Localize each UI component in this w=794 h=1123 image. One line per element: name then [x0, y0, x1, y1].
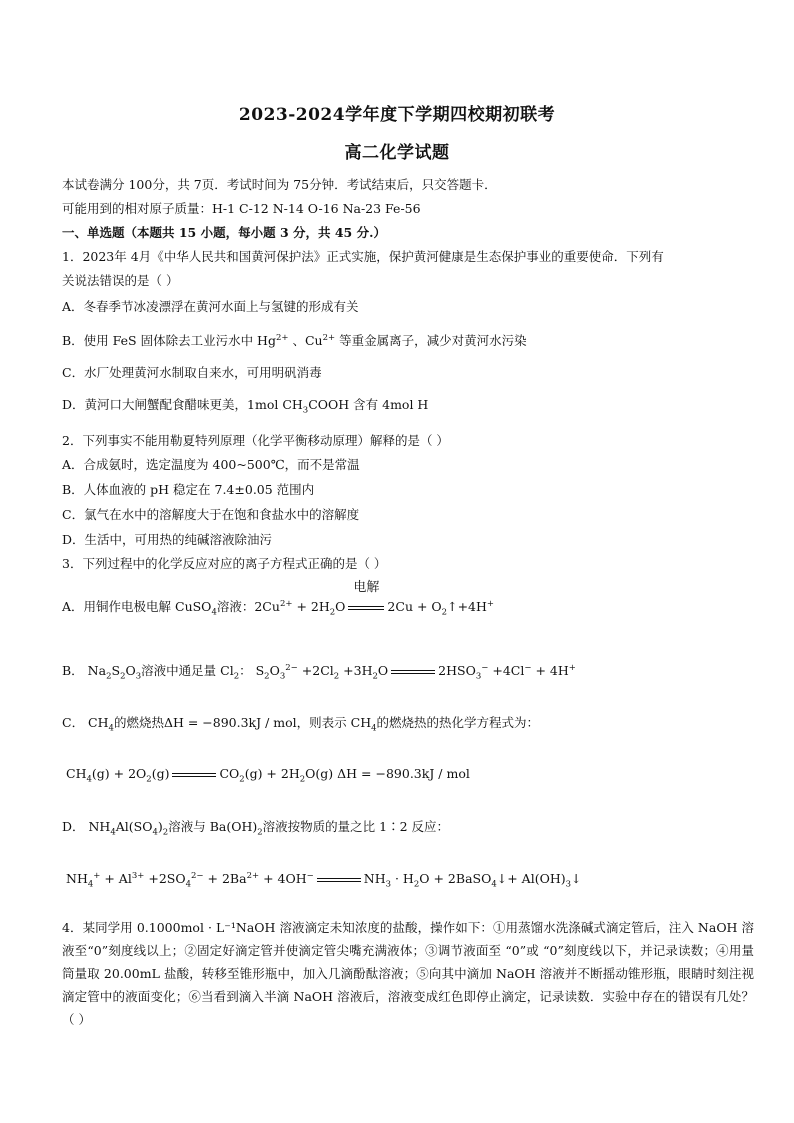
q2-option-a: A．合成氨时，选定温度为 400~500℃，而不是常温	[62, 457, 360, 472]
q3-c-equals	[172, 765, 216, 783]
q1-d-post: COOH 含有 4mol H	[308, 397, 429, 412]
q3-option-d: D． $NH_4Al(SO_4)_2$溶液与 $Ba(OH)_2$溶液按物质的量之比 1∶2 反应：	[62, 819, 450, 838]
q3-c-eq-c: (g)	[151, 766, 170, 781]
q1-stem-line2: 关说法错误的是（ ）	[62, 273, 179, 288]
section-heading: 一、单选题（本题共 15 小题，每小题 3 分，共 45 分.）	[62, 225, 386, 240]
q1-b-post: 等重金属离子，减少对黄河水污染	[335, 333, 527, 348]
q3-b-s: S	[111, 663, 121, 678]
q3-d-eq-h: O + 2BaSO	[419, 871, 492, 886]
q3-a-eq-mid: + 2H	[292, 599, 330, 614]
q3-d-eq-i: ↓+ Al(OH)	[496, 871, 566, 886]
q3-c-eq-a: CH	[66, 766, 87, 781]
q3-c-equation: $CH_4(g) + 2O_2(g) CO_2(g) + 2H_2O(g) \Delta H = -890.3kJ$ / mol	[66, 766, 470, 785]
q3-d-pre: D． NH	[62, 819, 111, 834]
q3-b-eq5: +4Cl	[488, 663, 525, 678]
q3-d-eq-a: NH	[66, 871, 88, 886]
q3-b-mid: 溶液中通足量 Cl	[141, 663, 234, 678]
q2-option-b: B．人体血液的 pH 稳定在 7.4±0.05 范围内	[62, 482, 315, 497]
q3-c-post: 的燃烧热的热化学方程式为：	[376, 715, 540, 730]
q3-option-a: A．用铜作电极电解 CuSO$_4$溶液：$2Cu^{2+} + 2H_2O$ 电解 $2Cu + O_2↑+4H^+$	[62, 580, 495, 618]
q1-option-a: A．冬春季节冰凌漂浮在黄河水面上与氢键的形成有关	[62, 299, 359, 314]
q3-b-eq6: + 4H	[531, 663, 569, 678]
q3-c-mid: 的燃烧热ΔH = −890.3kJ / mol，则表示 CH	[113, 715, 372, 730]
q1-b-mid: 、Cu	[288, 333, 323, 348]
q3-d-equals	[317, 870, 361, 888]
q1-option-c: C．水厂处理黄河水制取自来水，可用明矾消毒	[62, 365, 322, 380]
q3-a-eq-post: 2Cu + O	[387, 599, 442, 614]
q3-a-label: 溶液：2Cu	[216, 599, 280, 614]
exam-subtitle: 高二化学试题	[344, 143, 450, 163]
q3-c-eq-d: CO	[219, 766, 240, 781]
q4-text: 4．某同学用 0.1000mol · L⁻¹NaOH 溶液滴定未知浓度的盐酸，操作如下：①用蒸馏水洗涤碱式滴定管后，注入 NaOH 溶液至“0”刻度线以上；②固定好滴定管并使滴定管尖嘴充满液体；③调节液面至 “0”或 “0”刻度线以下，并记录读数；④用量筒量取 20.00mL 盐酸，转移至锥形瓶中，加入几滴酚酞溶液；⑤向其中滴加 NaOH 溶液并不断摇动锥形瓶，眼睛时刻注视滴定管中的液面变化；⑥当看到滴入半滴 NaOH 溶液后，溶液变成红色即停止滴定，记录读数．实验中存在的错误有几处？（ ）	[62, 920, 754, 1027]
q2-option-c: C．氯气在水中的溶解度大于在饱和食盐水中的溶解度	[62, 507, 360, 522]
q3-d-post: 溶液按物质的量之比 1∶2 反应：	[262, 819, 450, 834]
q3-d-eq-j: ↓	[571, 871, 582, 886]
q3-b-eq4: 2HSO	[438, 663, 476, 678]
q3-d-eq-g: · H	[391, 871, 414, 886]
q3-b-eq1: +2Cl	[297, 663, 334, 678]
exam-title: 2023-2024学年度下学期四校期初联考	[238, 105, 556, 125]
intro-line-1: 本试卷满分 100分，共 7页．考试时间为 75分钟．考试结束后，只交答题卡．	[62, 177, 497, 192]
q1-d-pre: D．黄河口大闸蟹配食醋味更美，1mol CH	[62, 397, 303, 412]
q3-c-pre: C． CH	[62, 715, 109, 730]
q3-b-eq2: +3H	[339, 663, 373, 678]
q3-d-equation: $NH_4^+ + Al^{3+} +2SO_4^{2-} + 2Ba^{2+} + 4OH^-$ $NH_3 \cdot H_2O$ + 2BaSO$_4$↓+ $Al(OH)_3↓$	[66, 870, 582, 890]
q3-a-condition: 电解	[353, 580, 380, 595]
q3-a-eq-tail: ↑+4H	[447, 599, 487, 614]
q3-d-eq-e: + 4OH	[259, 871, 307, 886]
q3-option-c: C． $CH_4$的燃烧热ΔH = −890.3kJ / mol，则表示 $CH_4$的燃烧热的热化学方程式为：	[62, 715, 540, 734]
q3-d-al: Al(SO	[115, 819, 153, 834]
q1-stem-line1: 1．2023年 4月《中华人民共和国黄河保护法》正式实施，保护黄河健康是生态保护事业的重要使命．下列有	[62, 249, 664, 264]
q1-b-sup2: 2+	[322, 332, 336, 343]
q3-stem: 3．下列过程中的化学反应对应的离子方程式正确的是（ ）	[62, 556, 387, 571]
q3-a-electrolysis-arrow	[348, 580, 384, 616]
q3-d-eq-f: NH	[363, 871, 386, 886]
q3-a-eq-o: O	[335, 599, 346, 614]
q3-b-equals	[391, 662, 435, 680]
q3-d-eq-c: +2SO	[144, 871, 186, 886]
q2-option-d: D．生活中，可用热的纯碱溶液除油污	[62, 532, 273, 547]
q3-d-mid: 溶液与 Ba(OH)	[168, 819, 258, 834]
q1-b-sup1: 2+	[275, 332, 289, 343]
q3-c-eq-e: (g) + 2H	[244, 766, 300, 781]
q3-b-o: O	[125, 663, 136, 678]
q3-b-pre: B． Na	[62, 663, 107, 678]
q3-b-colon: ： S	[239, 663, 265, 678]
q3-a-pre: A．用铜作电极电解 CuSO	[62, 599, 212, 614]
q3-d-eq-d: + 2Ba	[203, 871, 247, 886]
q2-stem: 2．下列事实不能用勒夏特列原理（化学平衡移动原理）解释的是（ ）	[62, 433, 449, 448]
q3-c-eq-b: (g) + 2O	[91, 766, 147, 781]
q3-d-eq-b: + Al	[100, 871, 132, 886]
q1-b-pre: B．使用 FeS 固体除去工业污水中 Hg	[62, 333, 276, 348]
q1-option-b	[62, 332, 754, 350]
q1-option-d	[62, 396, 754, 414]
q3-b-eq3: O	[377, 663, 389, 678]
q3-option-b: B． $Na_2S_2O_3$溶液中通足量 $Cl_2$： $S_2O_3^{2-} +2Cl_2 +3H_2O$ $2HSO_3^- +4Cl^- + 4H^+$	[62, 662, 576, 682]
q3-c-eq-f: O(g) ΔH = −890.3kJ / mol	[305, 766, 470, 781]
q1-d-sub: 3	[302, 405, 309, 416]
intro-line-2: 可能用到的相对原子质量：H-1 C-12 N-14 O-16 Na-23 Fe-56	[62, 201, 421, 216]
